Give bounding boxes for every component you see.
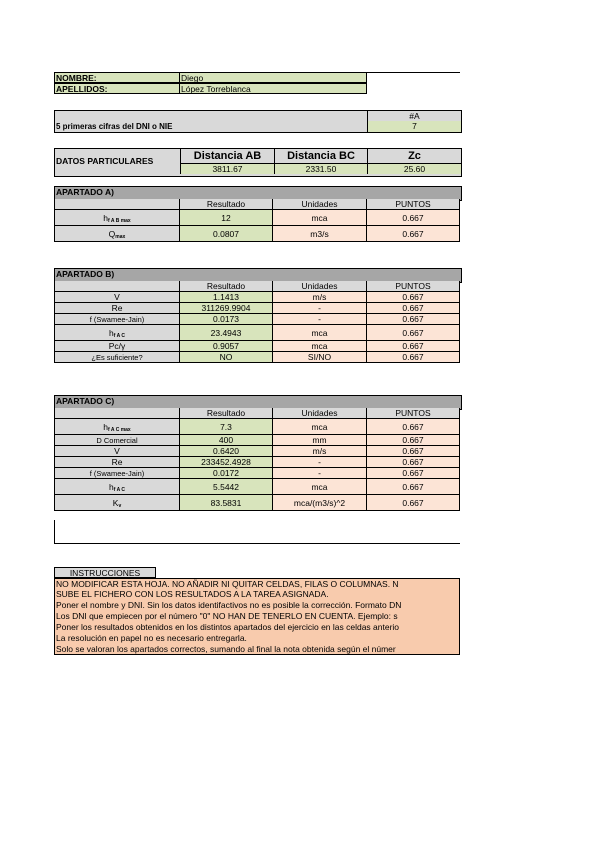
row-label (54, 292, 179, 303)
datos-label: DATOS PARTICULARES (56, 156, 154, 166)
resultado-cell[interactable]: 5.5442 (179, 479, 273, 495)
row-apellidos (54, 83, 460, 94)
row-label-text: h (108, 482, 114, 492)
instrucciones-line: Solo se valoran los apartados correctos, sumando al final la nota obtenida según el númer (54, 644, 460, 655)
col-resultado: Resultado (179, 408, 273, 419)
table-row (54, 352, 460, 363)
datos-col3: Zc (367, 149, 461, 163)
unidades-cell: SI/NO (273, 352, 366, 363)
datos-val2: 2331.50 (274, 163, 367, 174)
row-label-text: K (112, 498, 119, 508)
row-label (54, 325, 179, 341)
puntos-cell: 0.667 (366, 292, 460, 303)
table-row (54, 468, 460, 479)
row-label-text: D Comercial (96, 436, 138, 445)
unidades-cell: mca (273, 325, 366, 341)
row-label-text: f (Swamee-Jain) (89, 315, 145, 324)
row-label (54, 446, 179, 457)
table-row (54, 341, 460, 352)
row-label (54, 352, 179, 363)
row-label-sub: f A B max (108, 218, 131, 224)
resultado-cell[interactable]: 83.5831 (179, 495, 273, 511)
puntos-cell: 0.667 (366, 352, 460, 363)
resultado-cell[interactable]: 0.6420 (179, 446, 273, 457)
resultado-cell[interactable]: 7.3 (179, 419, 273, 435)
apartado-c-col-headers (54, 408, 460, 419)
instrucciones-line: SUBE EL FICHERO CON LOS RESULTADOS A LA TAREA ASIGNADA. (54, 589, 460, 600)
row-label (54, 468, 179, 479)
nombre-value[interactable]: Diego (179, 72, 367, 83)
apartado-b-title: APARTADO B) (56, 269, 115, 279)
puntos-cell: 0.667 (366, 435, 460, 446)
row-label (54, 341, 179, 352)
unidades-cell: mca (273, 210, 366, 226)
hash-label: #A (367, 111, 461, 122)
col-unidades: Unidades (273, 199, 366, 210)
table-row (54, 325, 460, 341)
instrucciones-line: La resolución en papel no es necesario entregarla. (54, 633, 460, 644)
puntos-cell: 0.667 (366, 457, 460, 468)
puntos-cell: 0.667 (366, 468, 460, 479)
dni-label: 5 primeras cifras del DNI o NIE (56, 122, 173, 131)
col-puntos: PUNTOS (366, 281, 460, 292)
datos-col1: Distancia AB (180, 149, 274, 163)
unidades-cell: m/s (273, 446, 366, 457)
row-label-text: V (114, 446, 120, 456)
row-label-text: ¿Es suficiente? (91, 353, 143, 362)
col-unidades: Unidades (273, 281, 366, 292)
instrucciones-line: Poner el nombre y DNI. Sin los datos identifactivos no es posible la corrección. Formato DN (54, 600, 460, 611)
resultado-cell[interactable]: 0.0807 (179, 226, 273, 242)
table-row (54, 314, 460, 325)
puntos-cell: 0.667 (366, 446, 460, 457)
unidades-cell: mca (273, 341, 366, 352)
resultado-cell[interactable]: 233452.4928 (179, 457, 273, 468)
unidades-cell: - (273, 314, 366, 325)
col-unidades: Unidades (273, 408, 366, 419)
puntos-cell: 0.667 (366, 341, 460, 352)
unidades-cell: mca (273, 419, 366, 435)
unidades-cell: m3/s (273, 226, 366, 242)
apellidos-label: APELLIDOS: (54, 83, 180, 94)
apellidos-value[interactable]: López Torreblanca (179, 83, 367, 94)
resultado-cell[interactable]: 1.1413 (179, 292, 273, 303)
puntos-cell: 0.667 (366, 314, 460, 325)
instrucciones-title: INSTRUCCIONES (54, 567, 156, 578)
row-label-sub: v (118, 503, 122, 509)
datos-val1: 3811.67 (180, 163, 274, 174)
unidades-cell: mca (273, 479, 366, 495)
row-label (54, 226, 179, 242)
table-row (54, 226, 460, 242)
row-label (54, 419, 179, 435)
unidades-cell: - (273, 303, 366, 314)
resultado-cell[interactable]: 0.9057 (179, 341, 273, 352)
row-label (54, 314, 179, 325)
row-label (54, 495, 179, 511)
col-puntos: PUNTOS (366, 199, 460, 210)
row-dni (54, 121, 462, 133)
apartado-c-title: APARTADO C) (56, 396, 115, 406)
apartado-a-title: APARTADO A) (56, 187, 114, 197)
unidades-cell: - (273, 457, 366, 468)
resultado-cell[interactable]: 12 (179, 210, 273, 226)
puntos-cell: 0.667 (366, 419, 460, 435)
resultado-cell[interactable]: 311269.9904 (179, 303, 273, 314)
datos-col2: Distancia BC (274, 149, 367, 163)
col-resultado: Resultado (179, 199, 273, 210)
row-label-sub: f A C (113, 333, 126, 339)
puntos-cell: 0.667 (366, 303, 460, 314)
table-row (54, 495, 460, 511)
unidades-cell: - (273, 468, 366, 479)
resultado-cell[interactable]: NO (179, 352, 273, 363)
puntos-cell: 0.667 (366, 479, 460, 495)
instrucciones-line: Los DNI que empiecen por el número "0" NO HAN DE TENERLO EN CUENTA. Ejemplo: s (54, 611, 460, 622)
row-nombre (54, 72, 460, 83)
row-label (54, 457, 179, 468)
row-label-text: h (103, 422, 109, 432)
table-row (54, 457, 460, 468)
instrucciones-line: NO MODIFICAR ESTA HOJA. NO AÑADIR NI QUITAR CELDAS, FILAS O COLUMNAS. N (54, 578, 460, 589)
table-row (54, 303, 460, 314)
instrucciones-line: Poner los resultados obtenidos en los distintos apartados del ejercicio en las celdas anterio (54, 622, 460, 633)
col-puntos: PUNTOS (366, 408, 460, 419)
row-label-text: f (Swamee-Jain) (89, 469, 145, 478)
table-row (54, 210, 460, 226)
puntos-cell: 0.667 (366, 210, 460, 226)
puntos-cell: 0.667 (366, 226, 460, 242)
table-row (54, 419, 460, 435)
row-label (54, 303, 179, 314)
unidades-cell: mm (273, 435, 366, 446)
row-label (54, 435, 179, 446)
table-row (54, 479, 460, 495)
row-label-text: Re (111, 303, 123, 313)
row-label-text: h (103, 213, 109, 223)
unidades-cell: mca/(m3/s)^2 (273, 495, 366, 511)
unidades-cell: m/s (273, 292, 366, 303)
nombre-label: NOMBRE: (54, 72, 180, 83)
row-label-sub: f A C (113, 487, 126, 493)
resultado-cell[interactable]: 0.0173 (179, 314, 273, 325)
row-label-text: h (108, 328, 114, 338)
row-label-text: V (114, 292, 120, 302)
puntos-cell: 0.667 (366, 495, 460, 511)
apartado-a-col-headers (54, 199, 460, 210)
table-row (54, 435, 460, 446)
table-row (54, 292, 460, 303)
resultado-cell[interactable]: 0.0172 (179, 468, 273, 479)
col-resultado: Resultado (179, 281, 273, 292)
row-label (54, 479, 179, 495)
row-label-sub: max (115, 234, 126, 240)
row-label-text: Q (108, 229, 116, 239)
datos-val3: 25.60 (367, 163, 461, 174)
apartado-b-col-headers (54, 281, 460, 292)
dni-value[interactable]: 7 (367, 121, 461, 132)
row-label-text: Re (111, 457, 123, 467)
resultado-cell[interactable]: 23.4943 (179, 325, 273, 341)
puntos-cell: 0.667 (366, 325, 460, 341)
datos-block (54, 148, 462, 177)
resultado-cell[interactable]: 400 (179, 435, 273, 446)
row-label-sub: f A C max (108, 427, 131, 433)
row-label-text: Pc/γ (108, 341, 126, 351)
table-row (54, 446, 460, 457)
row-label (54, 210, 179, 226)
